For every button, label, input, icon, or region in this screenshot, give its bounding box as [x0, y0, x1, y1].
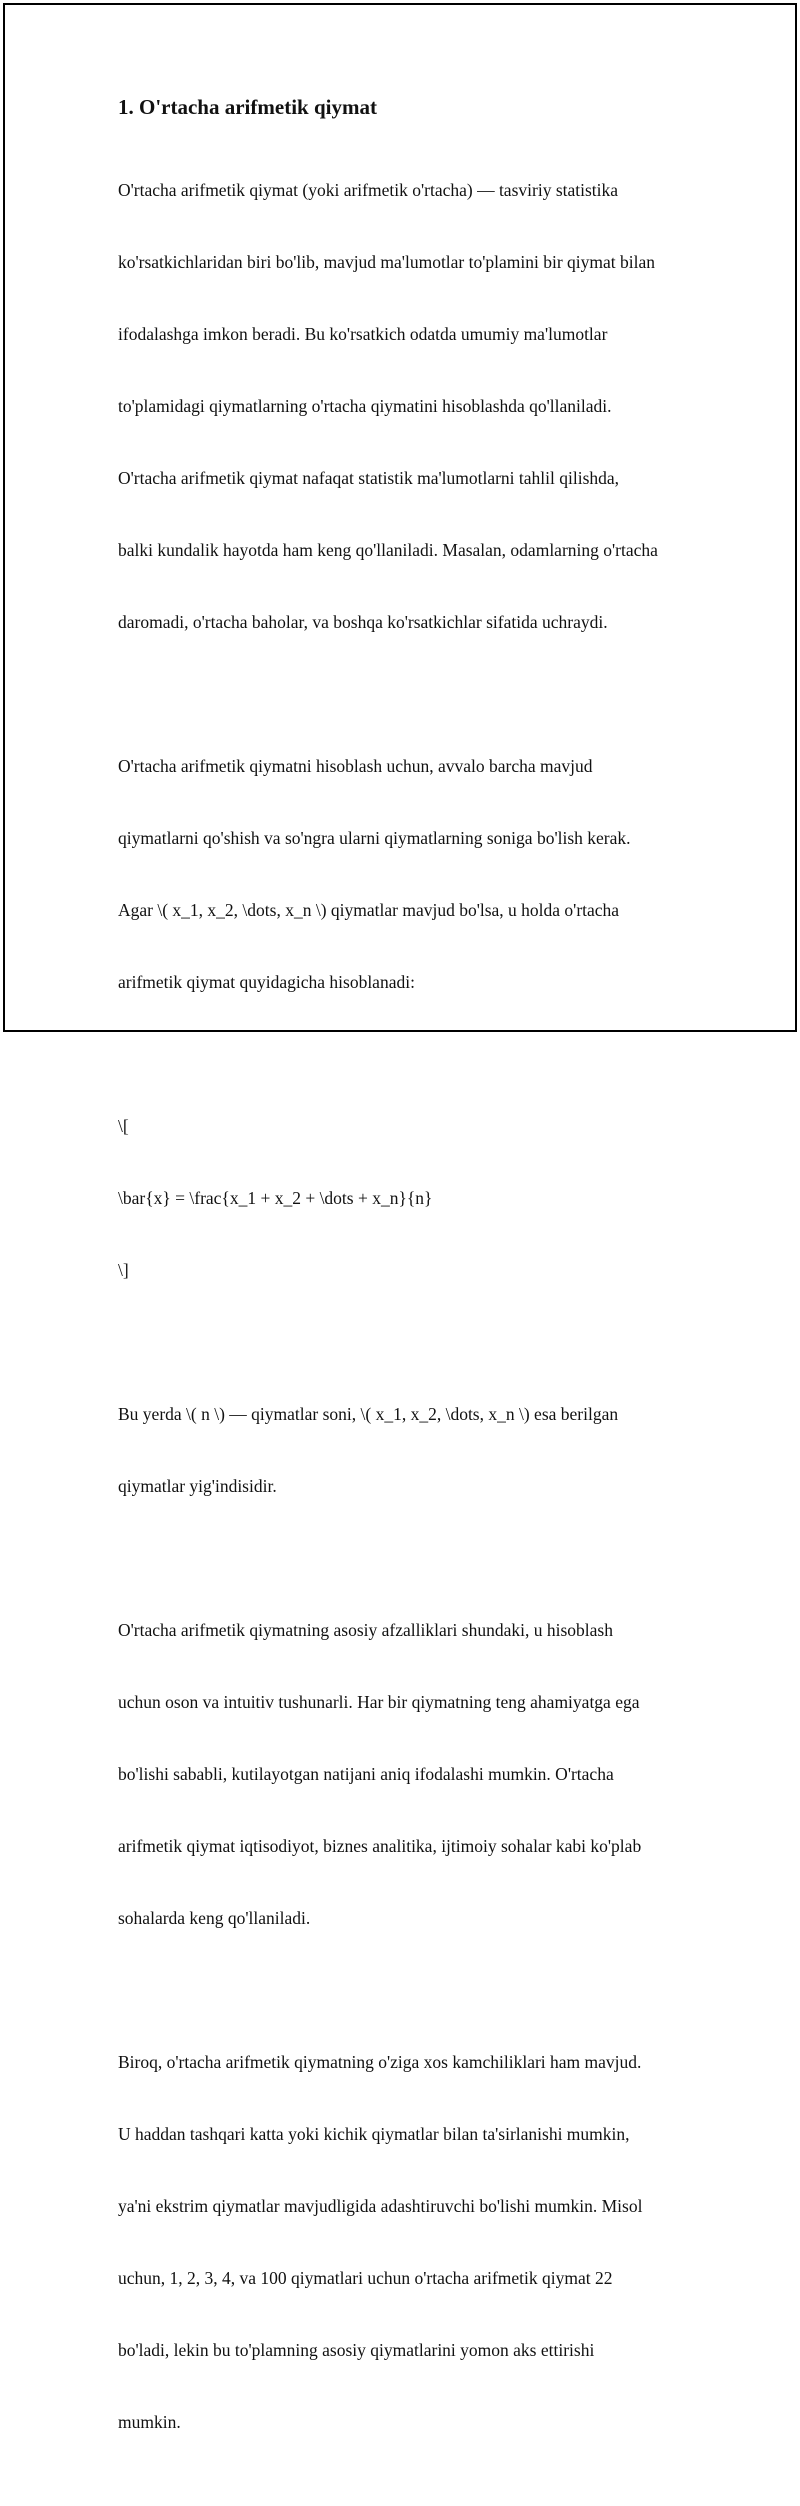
paragraph-advantages [118, 1570, 698, 1978]
text-line: O'rtacha arifmetik qiymatni hisoblash uchun, avvalo barcha mavjud [118, 756, 593, 776]
text-line: O'rtacha arifmetik qiymat nafaqat statistik ma'lumotlarni tahlil qilishda, [118, 468, 620, 488]
paragraph-intro [118, 130, 698, 682]
text-line: qiymatlarni qo'shish va so'ngra ularni qiymatlarning soniga bo'lish kerak. [118, 828, 631, 848]
formula-body: \bar{x} = \frac{x_1 + x_2 + \dots + x_n}{n} [118, 1188, 433, 1208]
paragraph-drawbacks [118, 2002, 698, 2482]
text-line: arifmetik qiymat quyidagicha hisoblanadi: [118, 972, 415, 992]
text-line: balki kundalik hayotda ham keng qo'llaniladi. Masalan, odamlarning o'rtacha [118, 540, 658, 560]
text-line: bo'ladi, lekin bu to'plamning asosiy qiymatlarini yomon aks ettirishi [118, 2340, 595, 2360]
text-line: Bu yerda \( n \) — qiymatlar soni, \( x_1, x_2, \dots, x_n \) esa berilgan [118, 1404, 619, 1424]
text-line: ko'rsatkichlaridan biri bo'lib, mavjud ma'lumotlar to'plamini bir qiymat bilan [118, 252, 656, 272]
text-line: uchun, 1, 2, 3, 4, va 100 qiymatlari uchun o'rtacha arifmetik qiymat 22 [118, 2268, 613, 2288]
text-line: mumkin. [118, 2412, 181, 2432]
text-line: ifodalashga imkon beradi. Bu ko'rsatkich odatda umumiy ma'lumotlar [118, 324, 608, 344]
text-line: O'rtacha arifmetik qiymat (yoki arifmetik o'rtacha) — tasviriy statistika [118, 180, 619, 200]
section-heading: 1. O'rtacha arifmetik qiymat [118, 95, 377, 119]
text-line: U haddan tashqari katta yoki kichik qiymatlar bilan ta'sirlanishi mumkin, [118, 2124, 630, 2144]
paragraph-calculation [118, 706, 698, 1042]
text-line: to'plamidagi qiymatlarning o'rtacha qiymatini hisoblashda qo'llaniladi. [118, 396, 612, 416]
text-line: Agar \( x_1, x_2, \dots, x_n \) qiymatlar mavjud bo'lsa, u holda o'rtacha [118, 900, 620, 920]
formula-open: \[ [118, 1116, 129, 1136]
paragraph-formula [118, 1066, 698, 1330]
text-line: daromadi, o'rtacha baholar, va boshqa ko'rsatkichlar sifatida uchraydi. [118, 612, 608, 632]
text-line: uchun oson va intuitiv tushunarli. Har bir qiymatning teng ahamiyatga ega [118, 1692, 640, 1712]
text-line: arifmetik qiymat iqtisodiyot, biznes analitika, ijtimoiy sohalar kabi ko'plab [118, 1836, 642, 1856]
text-line: sohalarda keng qo'llaniladi. [118, 1908, 311, 1928]
paragraph-definitions [118, 1354, 698, 1546]
text-line: ya'ni ekstrim qiymatlar mavjudligida adashtiruvchi bo'lishi mumkin. Misol [118, 2196, 643, 2216]
text-line: O'rtacha arifmetik qiymatning asosiy afzalliklari shundaki, u hisoblash [118, 1620, 613, 1640]
text-line: bo'lishi sababli, kutilayotgan natijani aniq ifodalashi mumkin. O'rtacha [118, 1764, 614, 1784]
text-line: Biroq, o'rtacha arifmetik qiymatning o'ziga xos kamchiliklari ham mavjud. [118, 2052, 642, 2072]
text-line: qiymatlar yig'indisidir. [118, 1476, 277, 1496]
document-body [118, 94, 698, 2506]
formula-close: \] [118, 1260, 129, 1280]
